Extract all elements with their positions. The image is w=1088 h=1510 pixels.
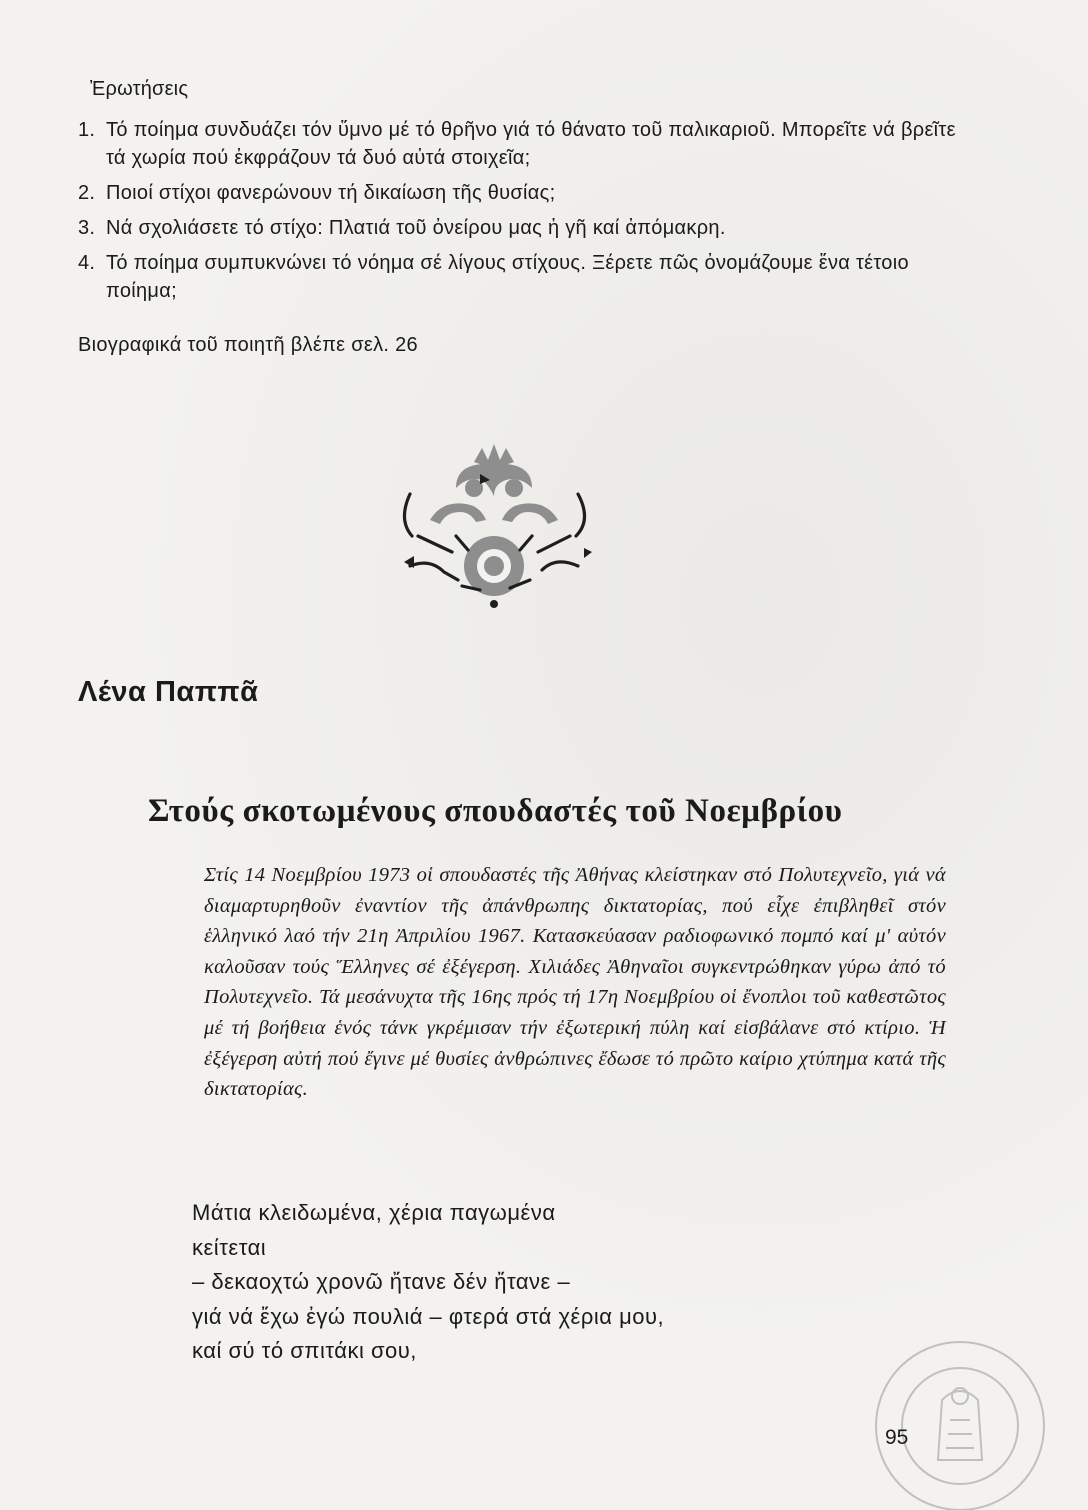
question-text: Νά σχολιάσετε τό στίχο: Πλατιά τοῦ ὀνείρου μας ἡ γῆ καί ἀπόμακρη. bbox=[106, 217, 726, 239]
poem-title: Στούς σκοτωμένους σπουδαστές τοῦ Νοεμβρίου bbox=[148, 793, 843, 829]
poem-line: γιά νά ἔχω ἐγώ πουλιά – φτερά στά χέρια μου, bbox=[192, 1303, 665, 1329]
question-number: 4. bbox=[78, 252, 96, 274]
page-number: 95 bbox=[885, 1426, 909, 1449]
questions-list bbox=[78, 116, 978, 312]
question-text: Τό ποίημα συνδυάζει τόν ὕμνο μέ τό θρῆνο γιά τό θάνατο τοῦ παλικαριοῦ. Μπορεῖτε νά βρεῖτε τά χωρία πού ἐκφράζουν τά δυό αὐτά στοιχεῖα; bbox=[106, 119, 956, 169]
poem-body bbox=[192, 1196, 952, 1369]
poem-line: καί σύ τό σπιτάκι σου, bbox=[192, 1338, 417, 1363]
question-number: 3. bbox=[78, 217, 96, 239]
question-item bbox=[78, 116, 978, 172]
poem-line: – δεκαοχτώ χρονῶ ἤτανε δέν ἤτανε – bbox=[192, 1269, 571, 1294]
decorative-ornament-icon bbox=[370, 440, 610, 615]
question-item bbox=[78, 179, 978, 207]
library-stamp-icon bbox=[842, 1330, 1062, 1510]
intro-paragraph: Στίς 14 Νοεμβρίου 1973 οἱ σπουδαστές τῆς Ἀθήνας κλείστηκαν στό Πολυτεχνεῖο, γιά νά διαμαρτυρηθοῦν ἐναντίον τῆς ἀπάνθρωπης δικτατορίας, πού εἶχε ἐπιβληθεῖ στόν ἑλληνικό λαό τήν 21η Ἀπριλίου 1967. Κατασκεύασαν ραδιοφωνικό πομπό καί μ' αὐτόν καλοῦσαν τούς Ἕλληνες σέ ἐξέγερση. Χιλιάδες Ἀθηναῖοι συγκεντρώθηκαν γύρω ἀπό τό Πολυτεχνεῖο. Τά μεσάνυχτα τῆς 16ης πρός τή 17η Νοεμβρίου οἱ ἔνοπλοι τοῦ καθεστῶτος μέ τή βοήθεια ἑνός τάνκ γκρέμισαν τήν ἐξωτερική πύλη καί εἰσβάλανε στό κτίριο. Ἡ ἐξέγερση αὐτή πού ἔγινε μέ θυσίες ἀνθρώπινες ἔδωσε τό πρῶτο καίριο χτύπημα κατά τῆς δικτατορίας. bbox=[204, 864, 946, 1101]
author-name: Λένα Παππᾶ bbox=[78, 676, 259, 708]
question-text: Τό ποίημα συμπυκνώνει τό νόημα σέ λίγους στίχους. Ξέρετε πῶς ὀνομάζουμε ἕνα τέτοιο ποίημα; bbox=[106, 252, 909, 302]
poem-line: κείτεται bbox=[192, 1234, 267, 1260]
question-number: 2. bbox=[78, 182, 96, 204]
question-item bbox=[78, 214, 978, 242]
poem-line: Μάτια κλειδωμένα, χέρια παγωμένα bbox=[192, 1200, 556, 1225]
question-text: Ποιοί στίχοι φανερώνουν τή δικαίωση τῆς θυσίας; bbox=[106, 182, 556, 204]
question-item bbox=[78, 249, 978, 305]
question-number: 1. bbox=[78, 119, 96, 141]
questions-heading: Ἐρωτήσεις bbox=[90, 78, 189, 100]
biography-reference: Βιογραφικά τοῦ ποιητῆ βλέπε σελ. 26 bbox=[78, 334, 418, 356]
